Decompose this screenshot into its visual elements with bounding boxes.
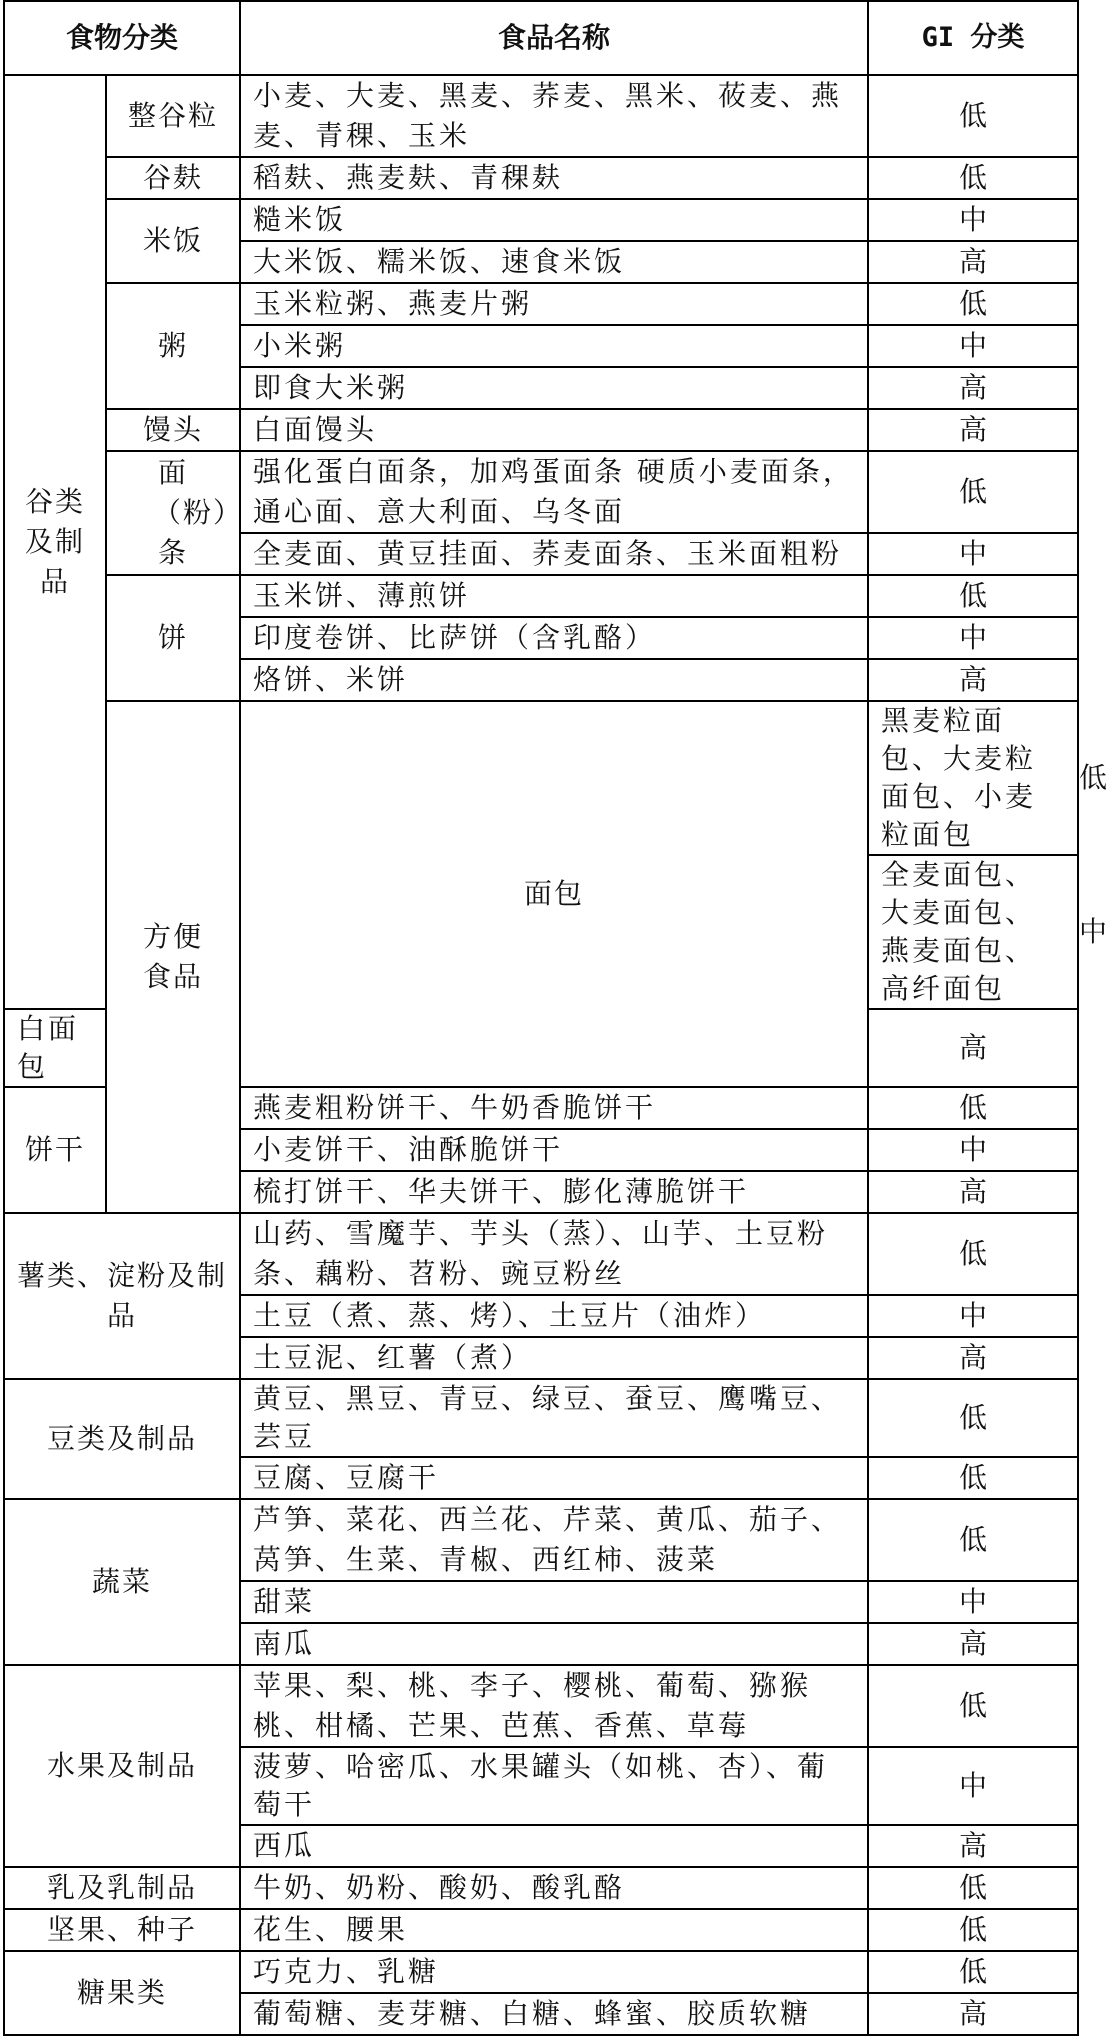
- category-vegetables: 蔬菜: [4, 1499, 240, 1665]
- food-names: 巧克力、乳糖: [240, 1951, 868, 1993]
- gi-value: 高: [868, 409, 1078, 451]
- food-names: 白面馒头: [240, 409, 868, 451]
- food-names: 菠萝、哈密瓜、水果罐头（如桃、杏）、葡萄干: [240, 1747, 868, 1825]
- table-row: [4, 1379, 1078, 1457]
- subcategory-noodles: 面（粉）条: [106, 451, 240, 575]
- food-names: 花生、腰果: [240, 1909, 868, 1951]
- category-grains: 谷类及制品: [4, 75, 106, 1009]
- gi-value: 高: [868, 1993, 1078, 2035]
- food-names: 土豆泥、红薯（煮）: [240, 1337, 868, 1379]
- gi-value: 低: [868, 1457, 1078, 1499]
- gi-value: 低: [868, 75, 1078, 157]
- subcategory-biscuits: 饼干: [4, 1087, 106, 1213]
- table-row: [4, 1867, 1078, 1909]
- table-row: [4, 451, 1078, 533]
- gi-value: 低: [868, 1379, 1078, 1457]
- gi-value: 中: [868, 325, 1078, 367]
- food-names: 苹果、梨、桃、李子、樱桃、葡萄、猕猴桃、柑橘、芒果、芭蕉、香蕉、草莓: [240, 1665, 868, 1747]
- gi-value: 中: [868, 1581, 1078, 1623]
- table-header-row: [4, 1, 1078, 75]
- gi-value: 高: [868, 241, 1078, 283]
- table-row: [4, 575, 1078, 617]
- food-names: 甜菜: [240, 1581, 868, 1623]
- gi-value: 低: [868, 1867, 1078, 1909]
- gi-value: 低: [868, 575, 1078, 617]
- table-row: [4, 157, 1078, 199]
- food-names: 即食大米粥: [240, 367, 868, 409]
- food-names: 玉米饼、薄煎饼: [240, 575, 868, 617]
- gi-value: 低: [868, 451, 1078, 533]
- food-names: 稻麸、燕麦麸、青稞麸: [240, 157, 868, 199]
- food-names: 芦笋、菜花、西兰花、芹菜、黄瓜、茄子、莴笋、生菜、青椒、西红柿、菠菜: [240, 1499, 868, 1581]
- table-row: 全麦面包、大麦面包、燕麦面包、高纤面包 中: [4, 855, 1078, 1009]
- header-food-name: 食品名称: [240, 1, 868, 75]
- gi-value: 中: [868, 199, 1078, 241]
- table-row: [4, 1499, 1078, 1581]
- food-names: 梳打饼干、华夫饼干、膨化薄脆饼干: [240, 1171, 868, 1213]
- food-names: 强化蛋白面条，加鸡蛋面条 硬质小麦面条，通心面、意大利面、乌冬面: [240, 451, 868, 533]
- food-names: 土豆（煮、蒸、烤）、土豆片（油炸）: [240, 1295, 868, 1337]
- gi-value: 高: [868, 1623, 1078, 1665]
- gi-value: 低: [868, 1213, 1078, 1295]
- category-sweets: 糖果类: [4, 1951, 240, 2035]
- food-names: 全麦面包、大麦面包、燕麦面包、高纤面包: [868, 855, 1078, 1009]
- header-food-category: 食物分类: [4, 1, 240, 75]
- category-nuts-seeds: 坚果、种子: [4, 1909, 240, 1951]
- category-legumes: 豆类及制品: [4, 1379, 240, 1499]
- food-names: 牛奶、奶粉、酸奶、酸乳酪: [240, 1867, 868, 1909]
- gi-food-table: [3, 0, 1107, 2036]
- gi-value: 高: [868, 1825, 1078, 1867]
- gi-value: 低: [868, 1665, 1078, 1747]
- gi-value: 低: [868, 1951, 1078, 1993]
- food-names: 南瓜: [240, 1623, 868, 1665]
- gi-value: 低: [868, 1087, 1078, 1129]
- gi-value: 中: [868, 1129, 1078, 1171]
- gi-value: 中: [868, 1295, 1078, 1337]
- gi-value: 低: [868, 157, 1078, 199]
- gi-value: 低: [868, 1909, 1078, 1951]
- food-names: 葡萄糖、麦芽糖、白糖、蜂蜜、胶质软糖: [240, 1993, 868, 2035]
- gi-value: 高: [868, 1009, 1078, 1087]
- gi-value: 高: [868, 367, 1078, 409]
- subcategory-whole-grain: 整谷粒: [106, 75, 240, 157]
- category-fruits: 水果及制品: [4, 1665, 240, 1867]
- subcategory-rice: 米饭: [106, 199, 240, 283]
- food-names: 黑麦粒面包、大麦粒面包、小麦粒面包: [868, 701, 1078, 855]
- food-names: 小米粥: [240, 325, 868, 367]
- subcategory-steamed-bun: 馒头: [106, 409, 240, 451]
- gi-value: 高: [868, 1337, 1078, 1379]
- gi-value: 中: [868, 533, 1078, 575]
- table-row: [4, 1951, 1078, 1993]
- food-names: 烙饼、米饼: [240, 659, 868, 701]
- gi-value: 中: [868, 1747, 1078, 1825]
- header-gi-class: GI 分类: [868, 1, 1078, 75]
- gi-value: 中: [868, 617, 1078, 659]
- food-names: 黄豆、黑豆、青豆、绿豆、蚕豆、鹰嘴豆、芸豆: [240, 1379, 868, 1457]
- table-row: 方便食品 面包 黑麦粒面包、大麦粒面包、小麦粒面包 低: [4, 701, 1078, 855]
- table-row: [4, 1909, 1078, 1951]
- gi-value: 高: [868, 659, 1078, 701]
- table-row: [4, 409, 1078, 451]
- food-names: 小麦饼干、油酥脆饼干: [240, 1129, 868, 1171]
- food-names: 糙米饭: [240, 199, 868, 241]
- food-names: 豆腐、豆腐干: [240, 1457, 868, 1499]
- gi-value: 低: [868, 1499, 1078, 1581]
- subcategory-bran: 谷麸: [106, 157, 240, 199]
- subcategory-flatbread: 饼: [106, 575, 240, 701]
- food-names: 小麦、大麦、黑麦、荞麦、黑米、莜麦、燕麦、青稞、玉米: [240, 75, 868, 157]
- food-names: 山药、雪魔芋、芋头（蒸）、山芋、土豆粉条、藕粉、苕粉、豌豆粉丝: [240, 1213, 868, 1295]
- food-names: 大米饭、糯米饭、速食米饭: [240, 241, 868, 283]
- category-tubers-starch: 薯类、淀粉及制品: [4, 1213, 240, 1379]
- table-row: [4, 283, 1078, 325]
- table-row: [4, 199, 1078, 241]
- food-names: 印度卷饼、比萨饼（含乳酪）: [240, 617, 868, 659]
- category-convenience-food: 方便食品: [106, 701, 240, 1213]
- table-row: [4, 1665, 1078, 1747]
- food-names: 燕麦粗粉饼干、牛奶香脆饼干: [240, 1087, 868, 1129]
- food-names: 白面包: [4, 1009, 106, 1087]
- category-dairy: 乳及乳制品: [4, 1867, 240, 1909]
- table-row: [4, 1213, 1078, 1295]
- food-names: 全麦面、黄豆挂面、荞麦面条、玉米面粗粉: [240, 533, 868, 575]
- gi-value: 低: [868, 283, 1078, 325]
- food-names: 玉米粒粥、燕麦片粥: [240, 283, 868, 325]
- subcategory-bread: 面包: [240, 701, 868, 1087]
- table-row: [4, 75, 1078, 157]
- gi-value: 高: [868, 1171, 1078, 1213]
- subcategory-porridge: 粥: [106, 283, 240, 409]
- food-names: 西瓜: [240, 1825, 868, 1867]
